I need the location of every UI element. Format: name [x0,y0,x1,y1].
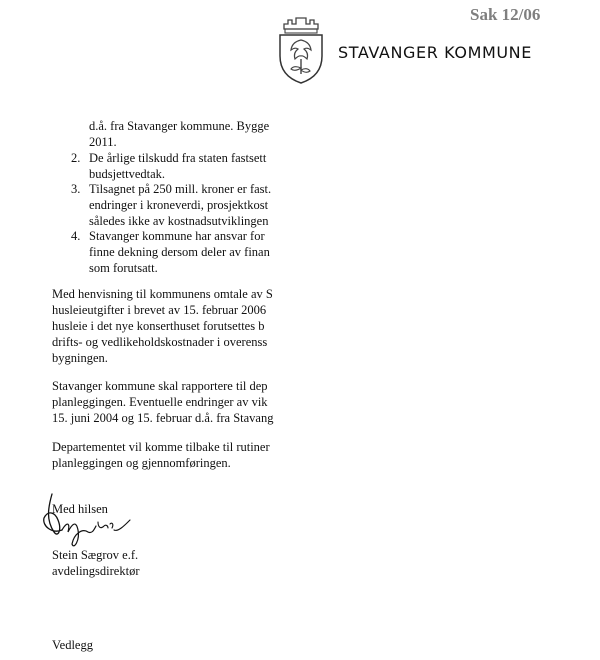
letter-body [0,0,276,660]
list-item-2-line-1: De årlige tilskudd fra staten fastsett [89,151,267,165]
paragraph-2-line-1: Stavanger kommune skal rapportere til dep [52,379,268,393]
list-item-2-line-2: budsjettvedtak. [89,167,166,181]
paragraph-1-line-3: husleie i det nye konserthuset forutsettes b [52,319,265,333]
list-item-4-line-2: finne dekning dersom deler av finan [89,245,270,259]
paragraph-2-line-2: planleggingen. Eventuelle endringer av vik [52,395,268,409]
signer-name: Stein Sægrov e.f. [52,548,139,562]
paragraph-3-line-1: Departementet vil komme tilbake til rutiner [52,440,270,454]
list-item-3-line-2: endringer i kroneverdi, prosjektkost [89,198,269,212]
signer-title: avdelingsdirektør [52,564,140,578]
case-number: Sak 12/06 [470,5,541,24]
paragraph-1-line-2: husleieutgifter i brevet av 15. februar 2006 [52,303,267,317]
list-item-1-line-2: 2011. [89,135,117,149]
paragraph-1-line-5: bygningen. [52,351,108,365]
attachment-label: Vedlegg [52,638,93,652]
list-item-2-number: 2. [71,151,81,165]
list-item-3-number: 3. [71,182,81,196]
list-item-3-line-1: Tilsagnet på 250 mill. kroner er fast. [89,182,272,196]
list-item-3-line-3: således ikke av kostnadsutviklingen [89,214,269,228]
paragraph-2-line-3: 15. juni 2004 og 15. februar d.å. fra Stavang [52,411,274,425]
list-item-4-line-1: Stavanger kommune har ansvar for [89,229,265,243]
list-item-1-line-1: d.å. fra Stavanger kommune. Bygge [89,119,270,133]
stavanger-coat-of-arms-icon [276,16,326,84]
paragraph-1-line-1: Med henvisning til kommunens omtale av S [52,287,273,301]
paragraph-3-line-2: planleggingen og gjennomføringen. [52,456,231,470]
organization-name: STAVANGER KOMMUNE [338,43,532,62]
handwritten-signature-icon [38,490,138,560]
closing-greeting: Med hilsen [52,502,108,516]
list-item-4-line-3: som forutsatt. [89,261,158,275]
list-item-4-number: 4. [71,229,81,243]
paragraph-1-line-4: drifts- og vedlikeholdskostnader i overenss [52,335,268,349]
